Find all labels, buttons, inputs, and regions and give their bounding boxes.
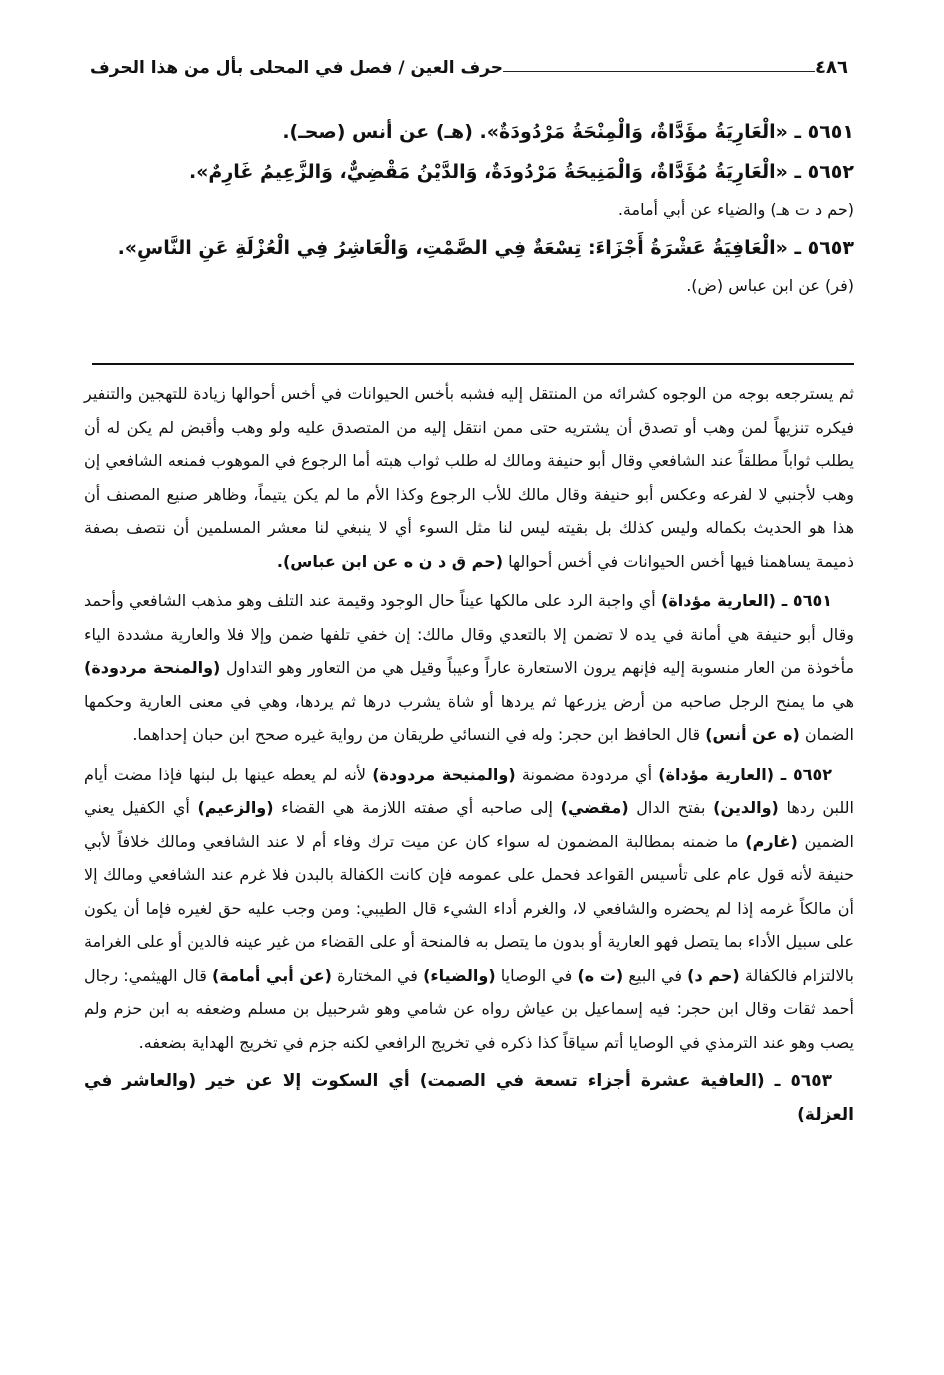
commentary-text: بفتح الدال — [628, 798, 714, 817]
commentary-source-ref: (والضياء) — [423, 965, 496, 985]
commentary-term: (غارم) — [745, 831, 798, 851]
commentary-text: أي الكفيل يعني الضمين — [84, 798, 854, 851]
commentary-heading: ٥٦٥١ ـ (العارية مؤداة) — [661, 591, 832, 610]
hadith-5653: ٥٦٥٣ ـ «الْعَافِيَةُ عَشْرَةُ أَجْزَاءَ: تِسْعَةٌ فِي الصَّمْتِ، وَالْعَاشِرُ فِي الْعُزْلَةِ عَنِ النَّاسِ». — [117, 237, 854, 259]
commentary-text: في البيع — [623, 965, 688, 985]
commentary-heading: ٥٦٥٢ ـ (العارية مؤداة) — [658, 764, 833, 784]
commentary-text: في الوصايا — [495, 965, 578, 985]
commentary-source-ref: (ه عن أنس) — [705, 725, 800, 744]
commentary-term: (مقضي) — [560, 798, 629, 817]
commentary-5652 — [84, 758, 854, 1060]
hadith-5651: ٥٦٥١ ـ «الْعَارِيَةُ مؤَدَّاةٌ، وَالْمِنْحَةُ مَرْدُودَةٌ». (هـ) عن أنس (صحـ). — [282, 121, 854, 143]
commentary-source-ref: (حم د) — [687, 965, 740, 985]
chapter-title: حرف العين / فصل في المحلى بأل من هذا الحرف — [90, 58, 504, 78]
commentary-text: إلى صاحبه أي صفته اللازمة هي القضاء — [273, 798, 561, 817]
hadith-text-block — [84, 112, 854, 304]
commentary-source-ref: (عن أبي أمامة) — [212, 965, 332, 985]
commentary-text: أي مردودة مضمونة — [515, 764, 659, 784]
footnote-separator — [92, 363, 854, 365]
commentary-5653: ٥٦٥٣ ـ (العافية عشرة أجزاء تسعة في الصمت) أي السكوت إلا عن خير (والعاشر في العزلة) — [84, 1071, 854, 1125]
commentary-section — [84, 377, 854, 1138]
hadith-5653-source: (فر) عن ابن عباس (ض). — [686, 276, 854, 295]
commentary-text: هي ما يمنح الرجل صاحبه من أرض يزرعها ثم يردها أو شاة يشرب درها ثم يردها، وهي في معنى العارية وحكمها الضمان — [84, 691, 854, 744]
header-rule — [503, 71, 815, 72]
commentary-term: (والمنحة مردودة) — [84, 658, 221, 677]
hadith-5652-source: (حم د ت هـ) والضياء عن أبي أمامة. — [617, 200, 854, 219]
commentary-text: ما ضمنه بمطالبة المضمون له سواء كان عن ميت ترك وفاء أم لا عند الشافعي ومالك خلافاً لأبي حنيفة لأنه قول عام على تأسيس القواعد فحمل على عمومه فإن كانت الكفالة بالبدن فلا غرم عند الشافعي ومالك إلا أن مالكاً غرمه إذا لم يحضره والشافعي لا، والغرم أداء الشيء قال الطيبي: ومن وجب عليه حق لغيره فإما أن يكون على سبيل الأداء بما يتصل فهو العارية أو بدون ما يتصل به فالمنحة أو على القضاء من غير عينه فالدين أو على الغرامة بالالتزام فالكفالة — [84, 831, 854, 985]
commentary-text: لأنه لم يعطه عينها بل لبنها فإذا مضت أيام اللبن ردها — [84, 764, 854, 817]
commentary-text: ثم يسترجعه بوجه من الوجوه كشرائه من المنتقل إليه فشبه بأخس الحيوانات في أخس أحوالها زيادة للتهجين والتنفير فيكره تنزيهاً لمن وهب أو تصدق أن يشتريه حتى ممن انتقل إليه من المتصدق عليه ولو وهب وأقبض لم يكن له أن يطلب ثواباً مطلقاً عند الشافعي وقال أبو حنيفة ومالك له طلب ثواب هبته أما الرجوع في الموهوب فمنعه الشافعي إن وهب لأجنبي لا لفرعه وعكس أبو حنيفة وقال مالك للأب الرجوع وكذا الأم ما لم يكن يتيماً، وظاهر صنيع المصنف أن هذا هو الحديث بكماله وليس كذلك بل بقيته ليس لنا مثل السوء أي لا ينبغي لنا معشر المسلمين أن نتصف بصفة ذميمة يساهمنا فيها أخس الحيوانات في أخس أحوالها — [84, 384, 854, 571]
commentary-text: قال الهيثمي: رجال أحمد ثقات وقال ابن حجر: فيه إسماعيل بن عياش رواه عن شامي وهو شرحبيل بن مسلم وضعفه به ابن حزم ولم يصب وهو عند الترمذي في الوصايا أتم سياقاً كذا ذكره في تخريج الرافعي لكنه جزم في تخريج الهداية بضعفه. — [84, 965, 854, 1052]
commentary-term: (والزعيم) — [197, 798, 274, 817]
commentary-source-ref: (حم ق د ن ه عن ابن عباس). — [276, 551, 504, 571]
running-header — [84, 48, 854, 78]
commentary-source-ref: (ت ه) — [577, 965, 624, 985]
commentary-text: قال الحافظ ابن حجر: وله في النسائي طريقان من رواية غيره صحح ابن حبان إحداهما. — [132, 725, 706, 744]
commentary-paragraph-continued — [84, 377, 854, 578]
commentary-term: (والمنيحة مردودة) — [372, 764, 516, 784]
commentary-text: في المختارة — [331, 965, 424, 985]
commentary-5651 — [84, 584, 854, 752]
commentary-text: أي واجبة الرد على مالكها عيناً حال الوجود وقيمة عند التلف وهو مذهب الشافعي وأحمد وقال أبو حنيفة هي أمانة في يده لا تضمن إلا بالتعدي وقال مالك: إن خفي تلفها ضمن وإلا فلا والعارية مشددة الياء مأخوذة من العار منسوبة إليه فإنهم يرون الاستعارة عاراً وعيباً وقيل هي من التعاور وهو التداول — [84, 591, 855, 677]
page-number: ٤٨٦ — [815, 57, 848, 78]
commentary-term: (والدين) — [713, 798, 779, 817]
hadith-5652: ٥٦٥٢ ـ «الْعَارِيَةُ مُؤَدَّاةٌ، وَالْمَنِيحَةُ مَرْدُودَةٌ، وَالدَّيْنُ مَقْضِيٌّ، وَالزَّعِيمُ غَارِمٌ». — [188, 161, 854, 183]
